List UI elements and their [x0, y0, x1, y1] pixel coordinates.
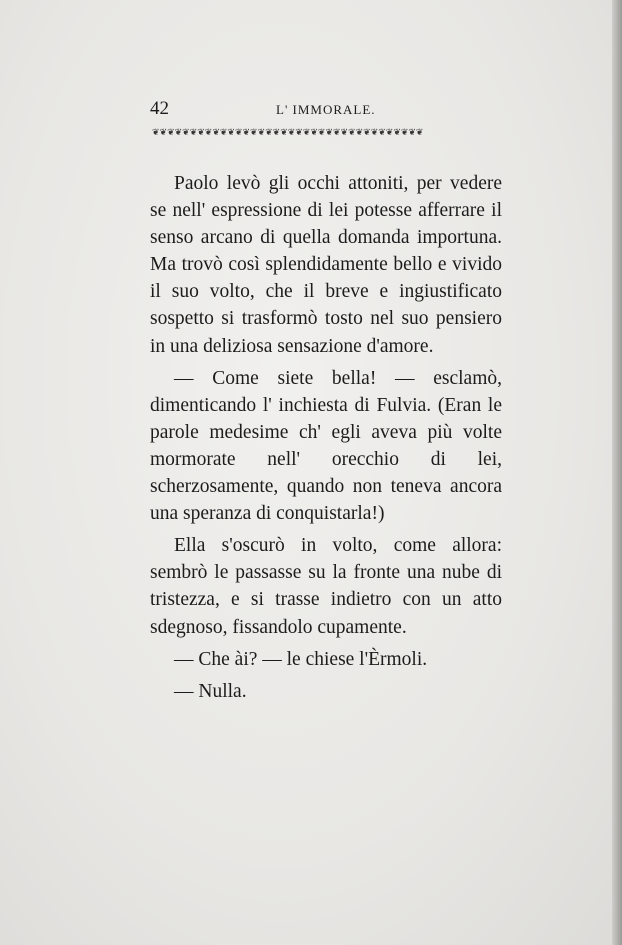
paragraph-4: — Che ài? — le chiese l'Èrmoli.: [174, 648, 428, 670]
page-header: [148, 96, 504, 126]
ornamental-divider: ❦❦❦❦❦❦❦❦❦❦❦❦❦❦❦❦❦❦❦❦❦❦❦❦❦❦❦❦❦❦❦❦❦❦❦❦: [152, 127, 424, 137]
paragraph-3: Ella s'oscurò in volto, come allora: sembrò le passasse su la fronte una nube di tristezza, e si trasse indietro con un atto sdegnoso, fissandolo cupamente.: [150, 535, 502, 638]
body-text: [150, 170, 502, 710]
paragraph-1: Paolo levò gli occhi attoniti, per vedere se nell' espressione di lei potesse afferrare il senso arcano di quella domanda importuna. Ma trovò così splendidamente bello e vivido il suo volto, che il breve e ingiustificato sospetto si trasformò tosto nel suo pensiero in una deliziosa sensazione d'amore.: [150, 173, 502, 357]
paragraph-2: — Come siete bella! — esclamò, dimenticando l' inchiesta di Fulvia. (Eran le parole medesime ch' egli aveva più volte mormorate nell' orecchio di lei, scherzosamente, quando non teneva ancora una speranza di conquistarla!): [150, 367, 502, 525]
page-binding-edge: [612, 0, 622, 945]
paragraph-5: — Nulla.: [174, 680, 247, 702]
running-title: L' IMMORALE.: [276, 102, 376, 117]
page-number: 42: [150, 98, 169, 119]
